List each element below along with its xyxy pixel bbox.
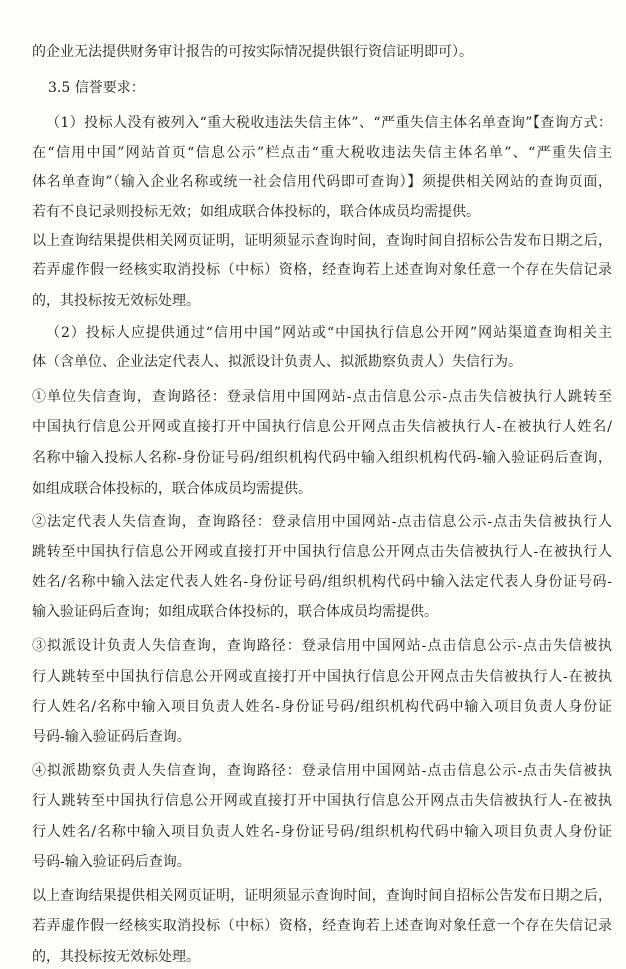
text-line: 姓名/名称中输入法定代表人姓名-身份证号码/组织机构代码中输入法定代表人身份证号码- [32,574,612,590]
text-line: 号码-输入验证码后查询。 [32,729,191,745]
text-line: 行人姓名/名称中输入项目负责人姓名-身份证号码/组织机构代码中输入项目负责人身份证 [32,699,612,715]
text-line: 行人跳转至中国执行信息公开网或直接打开中国执行信息公开网点击失信被执行人-在被执 [32,669,612,685]
text-line: ①单位失信查询，查询路径：登录信用中国网站-点击信息公示-点击失信被执行人跳转至 [32,389,612,405]
text-line: 中国执行信息公开网或直接打开中国执行信息公开网点击失信被执行人-在被执行人姓名/ [32,419,612,435]
text-line: 跳转至中国执行信息公开网或直接打开中国执行信息公开网点击失信被执行人-在被执行人 [32,544,612,560]
text-line: 的，其投标按无效标处理。 [32,293,200,309]
text-line: 在“信用中国”网站首页“信息公示”栏点击“重大税收违法失信主体名单”、“严重失信主 [32,145,612,161]
section-heading: 3.5 信誉要求： [48,80,145,96]
text-line: （1）投标人没有被列入“重大税收违法失信主体”、“严重失信主体名单查询”【查询方式： [46,115,612,131]
text-line: ③拟派设计负责人失信查询，查询路径：登录信用中国网站-点击信息公示-点击失信被执 [32,638,612,654]
text-line: 的，其投标按无效标处理。 [32,949,200,965]
text-line: 体名单查询”（输入企业名称或统一社会信用代码即可查询）】须提供相关网站的查询页面， [32,174,612,190]
text-line: 输入验证码后查询；如组成联合体投标的，联合体成员均需提供。 [32,604,438,620]
text-line: ④拟派勘察负责人失信查询，查询路径：登录信用中国网站-点击信息公示-点击失信被执 [32,763,612,779]
text-line: （2）投标人应提供通过“信用中国”网站或“中国执行信息公开网”网站渠道查询相关主 [46,325,612,341]
text-line: 以上查询结果提供相关网页证明，证明须显示查询时间，查询时间自招标公告发布日期之后， [32,888,612,904]
text-line: 名称中输入投标人名称-身份证号码/组织机构代码中输入组织机构代码-输入验证码后查询， [32,450,612,466]
text-line: 号码-输入验证码后查询。 [32,854,191,870]
text-line: 体（含单位、企业法定代表人、拟派设计负责人、拟派勘察负责人）失信行为。 [32,354,522,370]
text-line: 行人跳转至中国执行信息公开网或直接打开中国执行信息公开网点击失信被执行人-在被执 [32,793,612,809]
text-line: 若弄虚作假一经核实取消投标（中标）资格，经查询若上述查询对象任意一个存在失信记录 [32,262,612,278]
text-line: 的企业无法提供财务审计报告的可按实际情况提供银行资信证明即可）。 [32,44,473,60]
text-line: 若弄虚作假一经核实取消投标（中标）资格，经查询若上述查询对象任意一个存在失信记录 [32,918,612,934]
text-line: 如组成联合体投标的，联合体成员均需提供。 [32,481,312,497]
text-line: 以上查询结果提供相关网页证明，证明须显示查询时间，查询时间自招标公告发布日期之后， [32,233,612,249]
text-line: 行人姓名/名称中输入项目负责人姓名-身份证号码/组织机构代码中输入项目负责人身份证 [32,824,612,840]
text-line: ②法定代表人失信查询，查询路径：登录信用中国网站-点击信息公示-点击失信被执行人 [32,514,612,530]
text-line: 若有不良记录则投标无效；如组成联合体投标的，联合体成员均需提供。 [32,204,480,220]
